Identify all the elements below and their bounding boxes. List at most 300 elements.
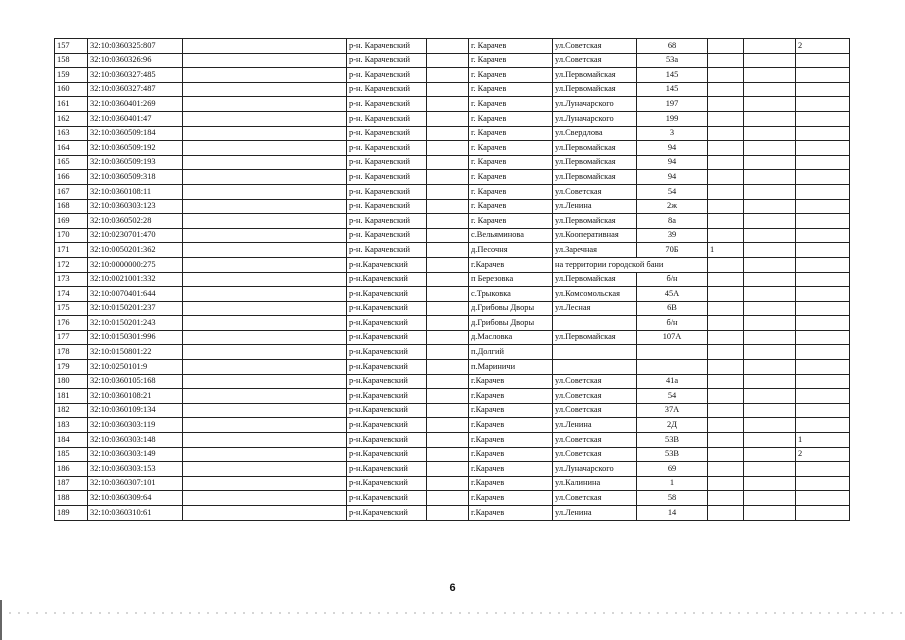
house-number-cell: 53В: [637, 447, 708, 462]
row-number-cell: 169: [55, 214, 88, 229]
table-row: [55, 418, 850, 433]
property-register-table: [54, 38, 850, 521]
blank-cell: [183, 39, 347, 54]
blank-cell: [183, 53, 347, 68]
cadastral-number-cell: 32:10:0050201:362: [88, 243, 183, 258]
extra-cell-2: [744, 184, 796, 199]
blank-cell: [427, 170, 469, 185]
extra-cell-2: [744, 53, 796, 68]
extra-cell-1: [708, 506, 744, 521]
blank-cell: [427, 491, 469, 506]
street-cell: ул.Первомайская: [553, 82, 637, 97]
extra-cell-1: 1: [708, 243, 744, 258]
street-cell: ул.Луначарского: [553, 111, 637, 126]
settlement-cell: г.Карачев: [469, 389, 553, 404]
extra-cell-2: [744, 141, 796, 156]
extra-cell-3: [796, 345, 850, 360]
row-number-cell: 174: [55, 287, 88, 302]
blank-cell: [183, 199, 347, 214]
extra-cell-1: [708, 418, 744, 433]
row-number-cell: 185: [55, 447, 88, 462]
table-row: [55, 301, 850, 316]
extra-cell-3: [796, 155, 850, 170]
house-number-cell: 69: [637, 462, 708, 477]
extra-cell-3: [796, 97, 850, 112]
street-cell: ул.Первомайская: [553, 170, 637, 185]
extra-cell-1: [708, 476, 744, 491]
district-cell: р-н. Карачевский: [347, 214, 427, 229]
cadastral-number-cell: 32:10:0360309:64: [88, 491, 183, 506]
row-number-cell: 181: [55, 389, 88, 404]
blank-cell: [183, 68, 347, 83]
table-row: [55, 111, 850, 126]
blank-cell: [427, 447, 469, 462]
extra-cell-1: [708, 82, 744, 97]
blank-cell: [183, 330, 347, 345]
table-row: [55, 330, 850, 345]
extra-cell-3: [796, 476, 850, 491]
cadastral-number-cell: 32:10:0360303:119: [88, 418, 183, 433]
blank-cell: [183, 447, 347, 462]
table-row: [55, 257, 850, 272]
extra-cell-1: [708, 389, 744, 404]
table-row: [55, 360, 850, 375]
blank-cell: [427, 476, 469, 491]
settlement-cell: г.Карачев: [469, 491, 553, 506]
extra-cell-1: [708, 111, 744, 126]
settlement-cell: г.Карачев: [469, 433, 553, 448]
extra-cell-1: [708, 68, 744, 83]
extra-cell-3: [796, 184, 850, 199]
cadastral-number-cell: 32:10:0360502:28: [88, 214, 183, 229]
extra-cell-3: [796, 141, 850, 156]
extra-cell-1: [708, 214, 744, 229]
settlement-cell: с.Вельяминова: [469, 228, 553, 243]
blank-cell: [427, 506, 469, 521]
extra-cell-1: [708, 257, 744, 272]
street-cell: ул.Первомайская: [553, 155, 637, 170]
extra-cell-3: [796, 287, 850, 302]
extra-cell-3: [796, 111, 850, 126]
blank-cell: [427, 389, 469, 404]
cadastral-number-cell: 32:10:0360105:168: [88, 374, 183, 389]
extra-cell-3: [796, 403, 850, 418]
extra-cell-1: [708, 199, 744, 214]
district-cell: р-н. Карачевский: [347, 53, 427, 68]
extra-cell-2: [744, 170, 796, 185]
table-row: [55, 433, 850, 448]
extra-cell-3: [796, 389, 850, 404]
blank-cell: [427, 53, 469, 68]
table-row: [55, 243, 850, 258]
blank-cell: [427, 155, 469, 170]
blank-cell: [427, 199, 469, 214]
extra-cell-3: [796, 170, 850, 185]
street-cell: ул.Заречная: [553, 243, 637, 258]
cadastral-number-cell: 32:10:0360401:47: [88, 111, 183, 126]
blank-cell: [183, 111, 347, 126]
extra-cell-1: [708, 433, 744, 448]
extra-cell-1: [708, 97, 744, 112]
house-number-cell: 14: [637, 506, 708, 521]
extra-cell-2: [744, 287, 796, 302]
district-cell: р-н.Карачевский: [347, 374, 427, 389]
extra-cell-3: [796, 374, 850, 389]
blank-cell: [427, 126, 469, 141]
house-number-cell: 70Б: [637, 243, 708, 258]
settlement-cell: д.Грибовы Дворы: [469, 301, 553, 316]
location-description-cell: на территории городской бани: [553, 257, 708, 272]
blank-cell: [183, 345, 347, 360]
extra-cell-1: [708, 316, 744, 331]
extra-cell-2: [744, 97, 796, 112]
house-number-cell: 68: [637, 39, 708, 54]
extra-cell-1: [708, 491, 744, 506]
street-cell: ул.Ленина: [553, 418, 637, 433]
extra-cell-3: [796, 316, 850, 331]
street-cell: ул.Советская: [553, 433, 637, 448]
extra-cell-3: [796, 53, 850, 68]
row-number-cell: 186: [55, 462, 88, 477]
house-number-cell: 145: [637, 82, 708, 97]
cadastral-number-cell: 32:10:0360108:21: [88, 389, 183, 404]
row-number-cell: 187: [55, 476, 88, 491]
extra-cell-3: [796, 360, 850, 375]
street-cell: ул.Ленина: [553, 506, 637, 521]
extra-cell-1: [708, 53, 744, 68]
row-number-cell: 177: [55, 330, 88, 345]
extra-cell-1: [708, 184, 744, 199]
house-number-cell: б/н: [637, 272, 708, 287]
extra-cell-3: [796, 257, 850, 272]
row-number-cell: 179: [55, 360, 88, 375]
house-number-cell: 94: [637, 141, 708, 156]
table-row: [55, 214, 850, 229]
blank-cell: [427, 39, 469, 54]
extra-cell-3: 1: [796, 433, 850, 448]
extra-cell-3: [796, 82, 850, 97]
cadastral-number-cell: 32:10:0360509:318: [88, 170, 183, 185]
blank-cell: [427, 433, 469, 448]
district-cell: р-н.Карачевский: [347, 257, 427, 272]
extra-cell-1: [708, 141, 744, 156]
extra-cell-3: 2: [796, 447, 850, 462]
extra-cell-2: [744, 39, 796, 54]
blank-cell: [183, 170, 347, 185]
table-row: [55, 155, 850, 170]
table-row: [55, 316, 850, 331]
extra-cell-2: [744, 301, 796, 316]
district-cell: р-н. Карачевский: [347, 170, 427, 185]
extra-cell-2: [744, 506, 796, 521]
district-cell: р-н.Карачевский: [347, 389, 427, 404]
extra-cell-2: [744, 82, 796, 97]
settlement-cell: д.Грибовы Дворы: [469, 316, 553, 331]
table-row: [55, 126, 850, 141]
extra-cell-3: [796, 228, 850, 243]
row-number-cell: 180: [55, 374, 88, 389]
district-cell: р-н. Карачевский: [347, 97, 427, 112]
row-number-cell: 173: [55, 272, 88, 287]
row-number-cell: 175: [55, 301, 88, 316]
extra-cell-3: [796, 301, 850, 316]
table-row: [55, 170, 850, 185]
district-cell: р-н.Карачевский: [347, 330, 427, 345]
cadastral-number-cell: 32:10:0360325:807: [88, 39, 183, 54]
extra-cell-1: [708, 170, 744, 185]
blank-cell: [183, 491, 347, 506]
house-number-cell: 58: [637, 491, 708, 506]
street-cell: [553, 360, 637, 375]
blank-cell: [427, 272, 469, 287]
settlement-cell: г.Карачев: [469, 374, 553, 389]
district-cell: р-н. Карачевский: [347, 82, 427, 97]
extra-cell-1: [708, 330, 744, 345]
extra-cell-1: [708, 345, 744, 360]
house-number-cell: 3: [637, 126, 708, 141]
settlement-cell: г. Карачев: [469, 214, 553, 229]
cadastral-number-cell: 32:10:0360327:487: [88, 82, 183, 97]
row-number-cell: 184: [55, 433, 88, 448]
extra-cell-1: [708, 126, 744, 141]
table-row: [55, 476, 850, 491]
extra-cell-2: [744, 243, 796, 258]
blank-cell: [183, 403, 347, 418]
street-cell: ул.Ленина: [553, 199, 637, 214]
row-number-cell: 183: [55, 418, 88, 433]
street-cell: ул.Советская: [553, 447, 637, 462]
district-cell: р-н. Карачевский: [347, 199, 427, 214]
house-number-cell: 54: [637, 389, 708, 404]
house-number-cell: 2ж: [637, 199, 708, 214]
table-row: [55, 491, 850, 506]
row-number-cell: 161: [55, 97, 88, 112]
settlement-cell: п Березовка: [469, 272, 553, 287]
table-row: [55, 374, 850, 389]
table-row: [55, 228, 850, 243]
extra-cell-2: [744, 330, 796, 345]
house-number-cell: [637, 345, 708, 360]
table-row: [55, 68, 850, 83]
house-number-cell: б/н: [637, 316, 708, 331]
table-row: [55, 447, 850, 462]
extra-cell-2: [744, 360, 796, 375]
blank-cell: [427, 184, 469, 199]
blank-cell: [183, 476, 347, 491]
extra-cell-1: [708, 462, 744, 477]
extra-cell-2: [744, 316, 796, 331]
extra-cell-2: [744, 155, 796, 170]
extra-cell-2: [744, 491, 796, 506]
blank-cell: [427, 418, 469, 433]
settlement-cell: г. Карачев: [469, 39, 553, 54]
blank-cell: [427, 360, 469, 375]
house-number-cell: 199: [637, 111, 708, 126]
district-cell: р-н.Карачевский: [347, 491, 427, 506]
street-cell: ул.Калинина: [553, 476, 637, 491]
blank-cell: [183, 287, 347, 302]
district-cell: р-н. Карачевский: [347, 184, 427, 199]
blank-cell: [427, 257, 469, 272]
settlement-cell: г. Карачев: [469, 184, 553, 199]
settlement-cell: г. Карачев: [469, 170, 553, 185]
street-cell: [553, 345, 637, 360]
blank-cell: [427, 243, 469, 258]
scan-artifact-edge: [0, 600, 2, 640]
blank-cell: [427, 301, 469, 316]
extra-cell-1: [708, 39, 744, 54]
extra-cell-3: [796, 272, 850, 287]
extra-cell-3: [796, 214, 850, 229]
settlement-cell: г.Карачев: [469, 418, 553, 433]
extra-cell-2: [744, 447, 796, 462]
extra-cell-3: 2: [796, 39, 850, 54]
extra-cell-1: [708, 447, 744, 462]
cadastral-number-cell: 32:10:0150201:237: [88, 301, 183, 316]
settlement-cell: г. Карачев: [469, 111, 553, 126]
settlement-cell: г.Карачев: [469, 476, 553, 491]
extra-cell-2: [744, 389, 796, 404]
table-row: [55, 184, 850, 199]
house-number-cell: 8а: [637, 214, 708, 229]
table-body: [55, 39, 850, 521]
cadastral-number-cell: 32:10:0360303:149: [88, 447, 183, 462]
row-number-cell: 176: [55, 316, 88, 331]
blank-cell: [427, 403, 469, 418]
settlement-cell: г. Карачев: [469, 68, 553, 83]
extra-cell-1: [708, 287, 744, 302]
district-cell: р-н.Карачевский: [347, 462, 427, 477]
cadastral-number-cell: 32:10:0360108:11: [88, 184, 183, 199]
blank-cell: [427, 111, 469, 126]
table-row: [55, 272, 850, 287]
blank-cell: [183, 360, 347, 375]
extra-cell-1: [708, 301, 744, 316]
cadastral-number-cell: 32:10:0360509:192: [88, 141, 183, 156]
blank-cell: [427, 462, 469, 477]
row-number-cell: 170: [55, 228, 88, 243]
house-number-cell: 197: [637, 97, 708, 112]
street-cell: ул.Лесная: [553, 301, 637, 316]
cadastral-number-cell: 32:10:0360327:485: [88, 68, 183, 83]
extra-cell-3: [796, 491, 850, 506]
extra-cell-2: [744, 462, 796, 477]
row-number-cell: 163: [55, 126, 88, 141]
house-number-cell: 6В: [637, 301, 708, 316]
table-row: [55, 141, 850, 156]
extra-cell-3: [796, 68, 850, 83]
table-row: [55, 389, 850, 404]
blank-cell: [183, 418, 347, 433]
blank-cell: [427, 316, 469, 331]
street-cell: ул.Луначарского: [553, 462, 637, 477]
house-number-cell: 53В: [637, 433, 708, 448]
district-cell: р-н.Карачевский: [347, 345, 427, 360]
table-row: [55, 82, 850, 97]
house-number-cell: 37А: [637, 403, 708, 418]
district-cell: р-н. Карачевский: [347, 68, 427, 83]
street-cell: ул.Свердлова: [553, 126, 637, 141]
extra-cell-2: [744, 418, 796, 433]
extra-cell-2: [744, 214, 796, 229]
blank-cell: [183, 316, 347, 331]
street-cell: ул.Первомайская: [553, 272, 637, 287]
row-number-cell: 164: [55, 141, 88, 156]
cadastral-number-cell: 32:10:0360310:61: [88, 506, 183, 521]
blank-cell: [183, 214, 347, 229]
table-row: [55, 39, 850, 54]
cadastral-number-cell: 32:10:0360307:101: [88, 476, 183, 491]
extra-cell-2: [744, 374, 796, 389]
settlement-cell: п.Мариничи: [469, 360, 553, 375]
blank-cell: [183, 184, 347, 199]
district-cell: р-н.Карачевский: [347, 360, 427, 375]
district-cell: р-н.Карачевский: [347, 447, 427, 462]
extra-cell-2: [744, 126, 796, 141]
row-number-cell: 171: [55, 243, 88, 258]
district-cell: р-н.Карачевский: [347, 287, 427, 302]
street-cell: ул.Советская: [553, 403, 637, 418]
extra-cell-2: [744, 257, 796, 272]
blank-cell: [183, 257, 347, 272]
settlement-cell: г.Карачев: [469, 506, 553, 521]
extra-cell-1: [708, 228, 744, 243]
house-number-cell: 2Д: [637, 418, 708, 433]
blank-cell: [183, 389, 347, 404]
settlement-cell: г.Карачев: [469, 462, 553, 477]
blank-cell: [183, 462, 347, 477]
extra-cell-3: [796, 199, 850, 214]
blank-cell: [183, 155, 347, 170]
row-number-cell: 167: [55, 184, 88, 199]
house-number-cell: 94: [637, 155, 708, 170]
table-row: [55, 403, 850, 418]
house-number-cell: 1: [637, 476, 708, 491]
district-cell: р-н.Карачевский: [347, 506, 427, 521]
cadastral-number-cell: 32:10:0000000:275: [88, 257, 183, 272]
cadastral-number-cell: 32:10:0360509:184: [88, 126, 183, 141]
row-number-cell: 165: [55, 155, 88, 170]
blank-cell: [183, 97, 347, 112]
table-row: [55, 462, 850, 477]
house-number-cell: 145: [637, 68, 708, 83]
house-number-cell: 39: [637, 228, 708, 243]
district-cell: р-н.Карачевский: [347, 476, 427, 491]
district-cell: р-н. Карачевский: [347, 243, 427, 258]
row-number-cell: 178: [55, 345, 88, 360]
settlement-cell: г. Карачев: [469, 82, 553, 97]
extra-cell-3: [796, 330, 850, 345]
settlement-cell: г. Карачев: [469, 97, 553, 112]
blank-cell: [427, 82, 469, 97]
blank-cell: [427, 141, 469, 156]
extra-cell-2: [744, 111, 796, 126]
extra-cell-1: [708, 403, 744, 418]
cadastral-number-cell: 32:10:0250101:9: [88, 360, 183, 375]
extra-cell-1: [708, 272, 744, 287]
street-cell: ул.Советская: [553, 374, 637, 389]
cadastral-number-cell: 32:10:0360401:269: [88, 97, 183, 112]
cadastral-number-cell: 32:10:0150201:243: [88, 316, 183, 331]
street-cell: ул.Луначарского: [553, 97, 637, 112]
row-number-cell: 166: [55, 170, 88, 185]
district-cell: р-н.Карачевский: [347, 272, 427, 287]
extra-cell-3: [796, 506, 850, 521]
blank-cell: [427, 345, 469, 360]
cadastral-number-cell: 32:10:0360303:148: [88, 433, 183, 448]
extra-cell-2: [744, 403, 796, 418]
blank-cell: [183, 82, 347, 97]
